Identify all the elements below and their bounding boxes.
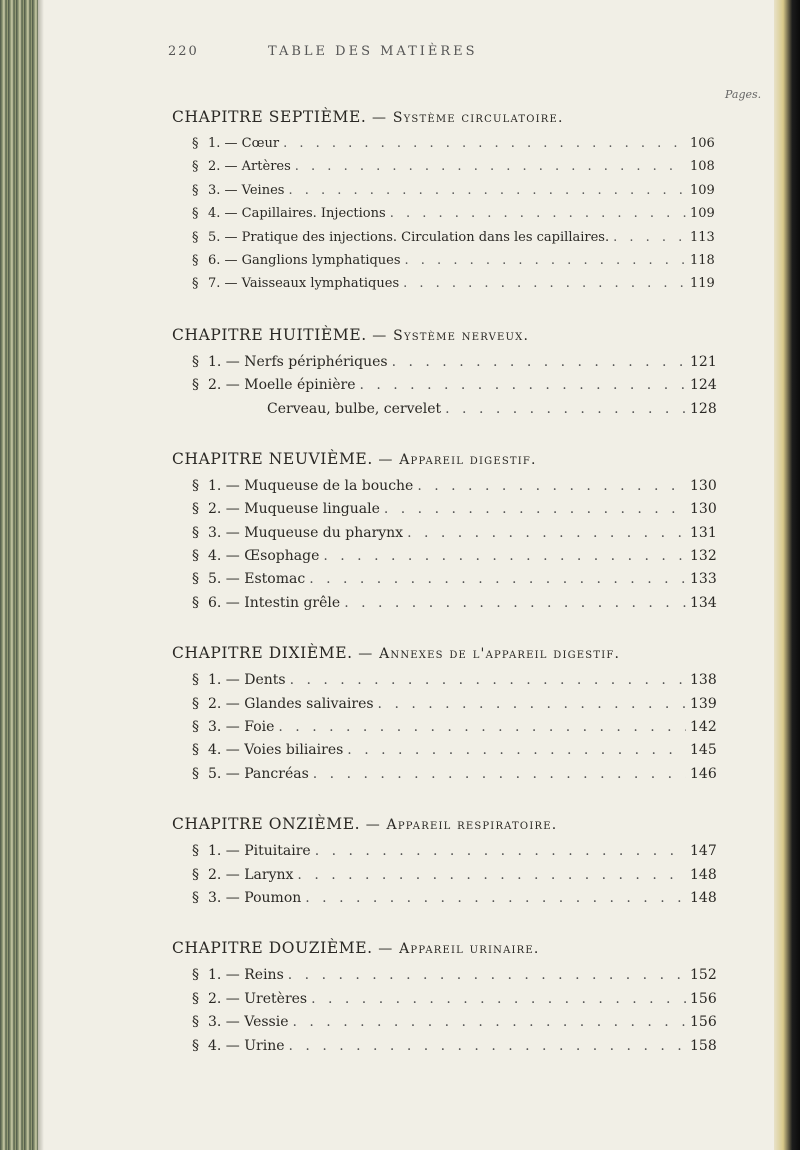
dot-leader — [288, 183, 686, 198]
entry-label: 3. — Muqueuse du pharynx — [208, 524, 404, 541]
entry-label: 4. — Voies biliaires — [208, 742, 344, 759]
entry-label: Cerveau, bulbe, cervelet — [267, 400, 442, 417]
entry-page: 148 — [690, 866, 717, 883]
entry-page: 108 — [690, 159, 715, 175]
entry-page: 131 — [690, 524, 717, 541]
dot-leader — [305, 890, 686, 906]
entry-label: 3. — Vessie — [208, 1014, 289, 1031]
dot-leader — [359, 377, 686, 393]
chapter-subject: — Appareil digestif. — [378, 451, 537, 468]
chapter-title: CHAPITRE HUITIÈME. — [172, 325, 367, 344]
chapter-heading — [172, 815, 772, 833]
entry-label: 6. — Intestin grêle — [208, 594, 341, 611]
dot-leader — [407, 525, 686, 541]
entry-page: 113 — [690, 229, 715, 245]
table-of-contents — [172, 108, 772, 1087]
entry-label: 2. — Muqueuse linguale — [208, 501, 380, 518]
section-sign: § — [192, 967, 199, 984]
chapter-subject: — Appareil urinaire. — [378, 941, 540, 958]
chapter-section — [172, 108, 772, 300]
chapter-title: CHAPITRE DIXIÈME. — [172, 644, 353, 663]
entry-page: 124 — [690, 377, 717, 394]
entry-label: 4. — Capillaires. Injections — [208, 206, 386, 222]
toc-entry[interactable] — [192, 742, 718, 765]
toc-entry[interactable] — [192, 867, 718, 890]
dot-leader — [295, 159, 686, 174]
entry-page: 109 — [690, 206, 715, 222]
entry-label: 4. — Œsophage — [208, 548, 320, 565]
dot-leader — [315, 843, 686, 859]
toc-entry[interactable] — [192, 719, 718, 742]
chapter-section — [172, 939, 772, 1061]
entry-label: 4. — Urine — [208, 1037, 285, 1054]
section-sign: § — [192, 159, 199, 175]
toc-entry[interactable] — [192, 230, 718, 253]
section-sign: § — [192, 182, 199, 198]
section-sign: § — [192, 1037, 199, 1054]
toc-entry[interactable] — [192, 401, 718, 424]
page-number: 220 — [168, 44, 199, 59]
entry-label: 3. — Veines — [208, 182, 285, 198]
pages-column-label: Pages. — [725, 88, 762, 101]
entry-page: 156 — [690, 990, 717, 1007]
chapter-subject: — Annexes de l'appareil digestif. — [358, 646, 621, 663]
chapter-heading — [172, 450, 772, 468]
toc-entry[interactable] — [192, 890, 718, 913]
entry-label: 1. — Dents — [208, 672, 286, 689]
entry-page: 133 — [690, 571, 717, 588]
toc-entry[interactable] — [192, 377, 718, 400]
dot-leader — [613, 230, 686, 245]
entry-page: 147 — [690, 843, 717, 860]
entry-label: 2. — Glandes salivaires — [208, 695, 374, 712]
entry-page: 121 — [690, 353, 717, 370]
entry-page: 146 — [690, 765, 717, 782]
entry-page: 145 — [690, 742, 717, 759]
section-sign: § — [192, 136, 199, 151]
entry-page: 106 — [690, 136, 715, 151]
chapter-subject: — Système circulatoire. — [371, 110, 564, 126]
dot-leader — [445, 401, 686, 417]
toc-entry[interactable] — [192, 1014, 718, 1037]
toc-entry[interactable] — [192, 159, 718, 182]
toc-entry[interactable] — [192, 501, 718, 524]
toc-entry[interactable] — [192, 843, 718, 866]
toc-entry[interactable] — [192, 595, 718, 618]
chapter-title: CHAPITRE DOUZIÈME. — [172, 939, 373, 958]
toc-entry[interactable] — [192, 354, 718, 377]
toc-entry[interactable] — [192, 672, 718, 695]
section-sign: § — [192, 889, 199, 906]
entry-label: 1. — Pituitaire — [208, 843, 311, 860]
chapter-title: CHAPITRE SEPTIÈME. — [172, 108, 367, 126]
chapter-heading — [172, 644, 772, 662]
section-sign: § — [192, 765, 199, 782]
book-binding-edge — [0, 0, 38, 1150]
dot-leader — [288, 967, 686, 983]
dot-leader — [313, 766, 686, 782]
dot-leader — [390, 206, 686, 221]
section-sign: § — [192, 672, 199, 689]
running-title: TABLE DES MATIÈRES — [268, 44, 478, 59]
entry-page: 118 — [690, 252, 715, 268]
section-sign: § — [192, 229, 199, 245]
entry-label: 3. — Foie — [208, 719, 275, 736]
entry-label: 5. — Pancréas — [208, 765, 309, 782]
section-sign: § — [192, 524, 199, 541]
toc-entry[interactable] — [192, 548, 718, 571]
toc-entry[interactable] — [192, 766, 718, 789]
entry-page: 152 — [690, 967, 717, 984]
entry-page: 119 — [690, 276, 715, 292]
section-sign: § — [192, 571, 199, 588]
toc-entry[interactable] — [192, 1038, 718, 1061]
chapter-section — [172, 450, 772, 618]
section-sign: § — [192, 843, 199, 860]
entry-label: 1. — Muqueuse de la bouche — [208, 477, 414, 494]
section-sign: § — [192, 990, 199, 1007]
entry-page: 148 — [690, 889, 717, 906]
dot-leader — [417, 478, 686, 494]
entry-page: 156 — [690, 1014, 717, 1031]
entry-page: 139 — [690, 695, 717, 712]
entry-label: 2. — Larynx — [208, 866, 294, 883]
toc-entry[interactable] — [192, 991, 718, 1014]
dot-leader — [283, 136, 686, 151]
dot-leader — [344, 595, 686, 611]
dot-leader — [278, 719, 686, 735]
entry-page: 128 — [690, 400, 717, 417]
toc-entry[interactable] — [192, 967, 718, 990]
chapter-heading — [172, 939, 772, 957]
toc-entry[interactable] — [192, 276, 718, 299]
section-sign: § — [192, 1014, 199, 1031]
section-sign: § — [192, 594, 199, 611]
chapter-subject: — Système nerveux. — [372, 327, 530, 344]
section-sign: § — [192, 719, 199, 736]
chapter-title: CHAPITRE NEUVIÈME. — [172, 449, 373, 468]
section-sign: § — [192, 501, 199, 518]
dot-leader — [290, 672, 686, 688]
dot-leader — [384, 501, 686, 517]
page-right-edge — [774, 0, 800, 1150]
section-sign: § — [192, 252, 199, 268]
section-sign: § — [192, 377, 199, 394]
chapter-title: CHAPITRE ONZIÈME. — [172, 815, 361, 834]
dot-leader — [309, 571, 686, 587]
toc-entry[interactable] — [192, 253, 718, 276]
entry-page: 130 — [690, 501, 717, 518]
entry-label: 2. — Uretères — [208, 990, 308, 1007]
dot-leader — [405, 253, 686, 268]
chapter-section — [172, 644, 772, 789]
toc-entry[interactable] — [192, 183, 718, 206]
section-sign: § — [192, 206, 199, 222]
entry-page: 132 — [690, 548, 717, 565]
section-sign: § — [192, 353, 199, 370]
toc-entry[interactable] — [192, 136, 718, 159]
chapter-section — [172, 815, 772, 913]
dot-leader — [311, 991, 686, 1007]
dot-leader — [289, 1038, 686, 1054]
entry-label: 2. — Artères — [208, 159, 291, 175]
entry-page: 142 — [690, 719, 717, 736]
toc-entry[interactable] — [192, 206, 718, 229]
entry-page: 130 — [690, 477, 717, 494]
dot-leader — [323, 548, 686, 564]
entry-page: 158 — [690, 1037, 717, 1054]
entry-label: 1. — Reins — [208, 967, 284, 984]
section-sign: § — [192, 695, 199, 712]
entry-label: 7. — Vaisseaux lymphatiques — [208, 276, 400, 292]
entry-label: 6. — Ganglions lymphatiques — [208, 252, 401, 268]
entry-page: 109 — [690, 182, 715, 198]
entry-label: 2. — Moelle épinière — [208, 377, 356, 394]
section-sign: § — [192, 866, 199, 883]
chapter-section — [172, 326, 772, 424]
entry-label: 5. — Estomac — [208, 571, 306, 588]
toc-entry[interactable] — [192, 571, 718, 594]
entry-page: 138 — [690, 672, 717, 689]
chapter-heading — [172, 326, 772, 344]
toc-entry[interactable] — [192, 478, 718, 501]
section-sign: § — [192, 477, 199, 494]
dot-leader — [378, 696, 686, 712]
toc-entry[interactable] — [192, 525, 718, 548]
toc-entry[interactable] — [192, 696, 718, 719]
entry-page: 134 — [690, 594, 717, 611]
dot-leader — [347, 742, 686, 758]
dot-leader — [403, 276, 686, 291]
section-sign: § — [192, 742, 199, 759]
section-sign: § — [192, 276, 199, 292]
entry-label: 1. — Nerfs périphériques — [208, 353, 388, 370]
section-sign: § — [192, 548, 199, 565]
chapter-subject: — Appareil respiratoire. — [365, 817, 558, 834]
dot-leader — [293, 1014, 687, 1030]
dot-leader — [297, 867, 686, 883]
chapter-heading — [172, 108, 772, 126]
entry-label: 1. — Cœur — [208, 136, 280, 151]
dot-leader — [392, 354, 686, 370]
entry-label: 5. — Pratique des injections. Circulation dans les capillaires. — [208, 229, 610, 245]
entry-label: 3. — Poumon — [208, 889, 302, 906]
